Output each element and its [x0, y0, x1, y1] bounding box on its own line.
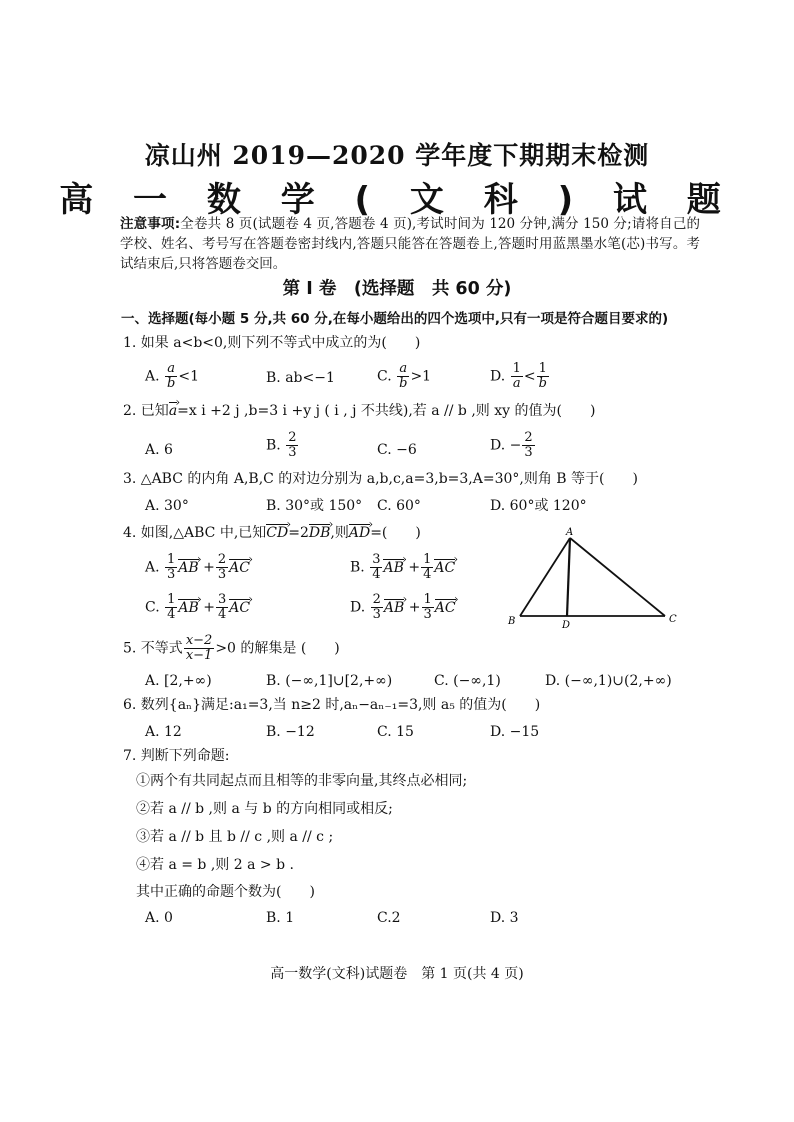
page-footer: 高一数学(文科)试题卷 第 1 页(共 4 页) — [270, 966, 524, 982]
section-title: 第 Ⅰ 卷 (选择题 共 60 分) — [282, 279, 512, 299]
notice-text: 全卷共 8 页(试题卷 4 页,答题卷 4 页),考试时间为 120 分钟,满分 150 分;请将自己的学校、姓名、考号写在答题卷密封线内,答题只能答在答题卷上,答题时用蓝黑墨水笔(芯)书写。考试结束后,只将答题卷交回。 — [120, 216, 700, 272]
q4-option-c: C. $\frac{1}{4}$ AB › + $\frac{3}{4}$ AC › — [145, 593, 250, 622]
q5-option-c: C. (−∞,1) — [434, 673, 501, 689]
q6-stem: 6. 数列{aₙ}满足:a₁=3,当 n≥2 时,aₙ−aₙ₋₁=3,则 a₅ 的值为( ) — [123, 697, 541, 713]
q5-option-b: B. (−∞,1]∪[2,+∞) — [266, 673, 393, 689]
q1-stem: 1. 如果 a<b<0,则下列不等式中成立的为( ) — [123, 335, 421, 351]
q3-option-d: D. 60°或 120° — [490, 498, 587, 514]
q2-option-c: C. −6 — [377, 442, 417, 458]
q5-stem: 5. 不等式 $\frac{x-2}{x-1}$ >0 的解集是 ( ) — [123, 633, 340, 663]
q6-option-b: B. −12 — [266, 724, 315, 740]
q7-statement-3: ③若 a // b 且 b // c ,则 a // c ; — [136, 829, 334, 845]
q6-option-a: A. 12 — [145, 724, 182, 740]
section-instruction: 一、选择题(每小题 5 分,共 60 分,在每小题给出的四个选项中,只有一项是符合题目要求的) — [121, 311, 669, 327]
q7-option-d: D. 3 — [490, 910, 519, 926]
q3-option-b: B. 30°或 150° — [266, 498, 363, 514]
q7-option-c: C.2 — [377, 910, 401, 926]
q7-option-a: A. 0 — [145, 910, 173, 926]
label-a: A — [566, 527, 574, 538]
q3-option-c: C. 60° — [377, 498, 421, 514]
q3-stem: 3. △ABC 的内角 A,B,C 的对边分别为 a,b,c,a=3,b=3,A=30°,则角 B 等于( ) — [123, 471, 638, 487]
q3-option-a: A. 30° — [145, 498, 189, 514]
label-d: D — [562, 620, 571, 631]
q2-option-a: A. 6 — [145, 442, 173, 458]
q7-option-b: B. 1 — [266, 910, 295, 926]
label-b: B — [508, 616, 516, 627]
q4-option-d: D. $\frac{2}{3}$ AB › + $\frac{1}{3}$ AC › — [350, 593, 456, 622]
q4-option-a: A. $\frac{1}{3}$ AB › + $\frac{2}{3}$ AC › — [145, 553, 250, 582]
q5-option-a: A. [2,+∞) — [145, 673, 212, 689]
q2-option-b: B. $\frac{2}{3}$ — [266, 430, 297, 460]
side-ab — [520, 538, 570, 616]
triangle-figure — [500, 524, 690, 634]
q1-option-d: D. $\frac{1}{a}$ < $\frac{1}{b}$ — [490, 361, 547, 391]
q2-stem: 2. 已知a ›=x i +2 j ,b=3 i +y j ( i , j 不共线),若 a // b ,则 xy 的值为( ) — [123, 401, 595, 421]
q7-statement-4: ④若 a = b ,则 2 a > b . — [136, 857, 294, 873]
exam-subtitle: 高 一 数 学 ( 文 科 ) 试 题 — [59, 180, 735, 220]
q4-option-b: B. $\frac{3}{4}$ AB › + $\frac{1}{4}$ AC › — [350, 553, 455, 582]
notice-label: 注意事项: — [120, 216, 181, 232]
exam-title: 凉山州 2019—2020 学年度下期期末检测 — [144, 141, 650, 170]
vector-a-symbol: a › — [169, 401, 177, 421]
q6-option-c: C. 15 — [377, 724, 414, 740]
q7-stem: 7. 判断下列命题: — [123, 748, 230, 764]
q1-option-a: A. $\frac{a}{b}$ <1 — [145, 361, 199, 391]
q2-option-d: D. − $\frac{2}{3}$ — [490, 430, 533, 460]
q7-ask: 其中正确的命题个数为( ) — [136, 884, 315, 900]
label-c: C — [669, 614, 677, 625]
q4-stem: 4. 如图,△ABC 中,已知CD ›=2DB ›,则AD ›=( ) — [123, 523, 421, 543]
q7-statement-1: ①两个有共同起点而且相等的非零向量,其终点必相同; — [136, 773, 468, 789]
q5-option-d: D. (−∞,1)∪(2,+∞) — [545, 673, 672, 689]
side-ac — [570, 538, 665, 616]
notice — [120, 214, 700, 274]
q1-option-b: B. ab<−1 — [266, 370, 335, 386]
q7-statement-2: ②若 a // b ,则 a 与 b 的方向相同或相反; — [136, 801, 393, 817]
segment-ad — [567, 538, 570, 616]
q6-option-d: D. −15 — [490, 724, 540, 740]
q1-option-c: C. $\frac{a}{b}$ >1 — [377, 361, 432, 391]
